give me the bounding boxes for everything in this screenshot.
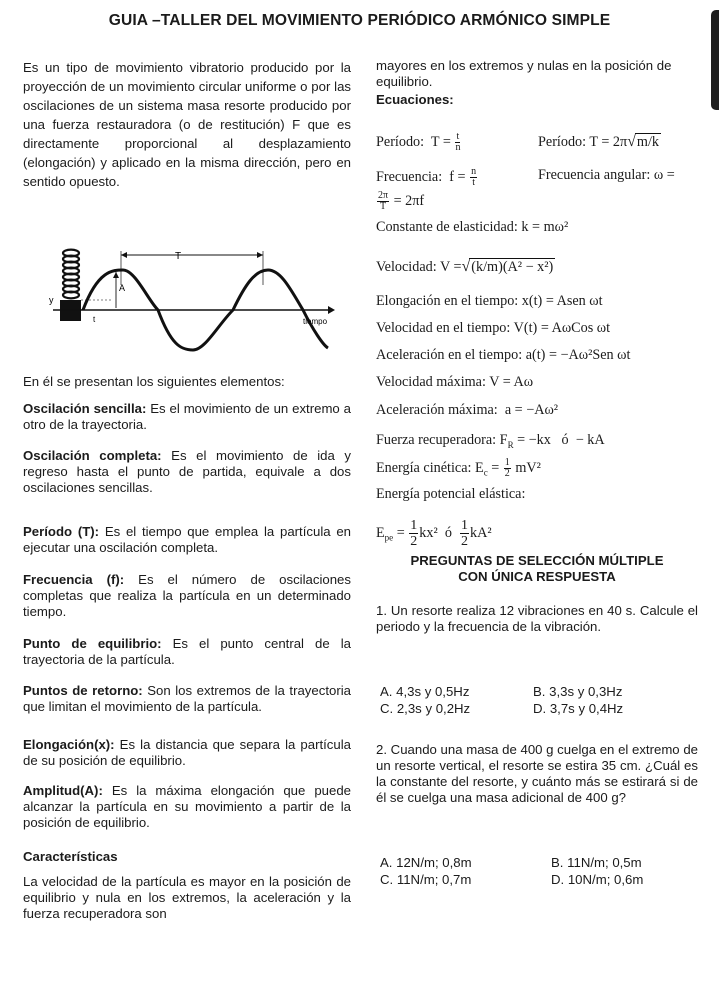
definitions-block — [23, 374, 352, 921]
eq-aceleracion-maxima: Aceleración máxima: a = −Aω² — [376, 402, 559, 418]
equations-heading: Ecuaciones: — [376, 92, 454, 107]
def-puntos-retorno: Puntos de retorno: Son los extremos de la trayectoria que limitan el movimiento de la partícula. — [23, 683, 351, 714]
right-column — [376, 58, 698, 958]
q2-option-c[interactable]: C. 11N/m; 0,7m — [380, 872, 472, 887]
eq-frecuencia-angular: $\frac{2\pi}{T}$ = 2πf — [378, 190, 425, 212]
y-label: y — [49, 295, 54, 305]
amplitude-label: A — [119, 283, 126, 293]
eq-energia-potencial: $E_{pe}$ = $\frac{1}{2}$ kx² ó $\frac{1}{2}$ kA² — [376, 518, 492, 549]
eq-fuerza-recuperadora: Fuerza recuperadora: $F_R = -kx$ ó − kA — [376, 432, 605, 450]
eq-energia-cinetica: Energía cinética: $E_c$ = $\frac{1}{2}$ mV² — [376, 457, 541, 479]
def-periodo: Período (T): Es el tiempo que emplea la partícula en ejecutar una oscilación completa. — [23, 524, 351, 555]
question-1-text: 1. Un resorte realiza 12 vibraciones en 40 s. Calcule el periodo y la frecuencia de la vibración. — [376, 603, 698, 634]
t-label: t — [93, 315, 96, 324]
eq-periodo: Período: T = $\frac{t}{n}$ — [376, 131, 461, 153]
spring-mass-diagram — [23, 245, 353, 360]
q2-option-a[interactable]: A. 12N/m; 0,8m — [380, 855, 472, 870]
time-label: tiempo — [303, 317, 328, 326]
characteristics-continuation: mayores en los extremos y nulas en la posición de equilibrio. — [376, 58, 672, 89]
eq-velocidad-maxima: Velocidad máxima: V = Aω — [376, 374, 534, 390]
def-elongacion: Elongación(x): Es la distancia que separa la partícula de su posición de equilibrio. — [23, 737, 351, 768]
eq-periodo-resorte: Período: T = 2π√m/k — [538, 133, 659, 150]
q1-option-c[interactable]: C. 2,3s y 0,2Hz — [380, 701, 471, 716]
eq-energia-potencial-label: Energía potencial elástica: — [376, 486, 526, 502]
spring-icon — [63, 250, 79, 299]
characteristics-heading: Características — [23, 849, 118, 864]
eq-elongacion-tiempo: Elongación en el tiempo: x(t) = Asen ωt — [376, 293, 603, 309]
q1-option-b[interactable]: B. 3,3s y 0,3Hz — [533, 684, 623, 699]
q2-option-d[interactable]: D. 10N/m; 0,6m — [551, 872, 644, 887]
eq-frecuencia: Frecuencia: f = $\frac{n}{t}$ — [376, 166, 477, 188]
eq-velocidad-tiempo: Velocidad en el tiempo: V(t) = AωCos ωt — [376, 320, 611, 336]
page-title: GUIA –TALLER DEL MOVIMIENTO PERIÓDICO ARMÓNICO SIMPLE — [108, 12, 611, 29]
eq-frecuencia-angular-label: Frecuencia angular: ω = — [538, 167, 675, 183]
eq-velocidad: Velocidad: V =√(k/m)(A² − x²) — [376, 258, 554, 275]
questions-heading: PREGUNTAS DE SELECCIÓN MÚLTIPLE CON ÚNICA RESPUESTA — [410, 553, 664, 584]
def-amplitud: Amplitud(A): Es la máxima elongación que puede alcanzar la partícula en su movimiento a partir de la posición de equilibrio. — [23, 783, 351, 830]
def-frecuencia: Frecuencia (f): Es el número de oscilaciones completas que realiza la partícula en un determinado tiempo. — [23, 572, 351, 619]
def-oscilacion-completa: Oscilación completa: Es el movimiento de ida y regreso hasta el punto de partida, equivale a dos oscilaciones sencillas. — [23, 448, 352, 495]
question-2-text: 2. Cuando una masa de 400 g cuelga en el extremo de un resorte vertical, el resorte se estira 35 cm. ¿Cuál es la constante del resorte, y cuánto más se estirará si de él se cuelga una masa adicional de 400 g? — [376, 742, 698, 805]
q1-option-d[interactable]: D. 3,7s y 0,4Hz — [533, 701, 624, 716]
def-oscilacion-sencilla: Oscilación sencilla: Es el movimiento de un extremo a otro de la trayectoria. — [23, 401, 351, 432]
eq-constante-elasticidad: Constante de elasticidad: k = mω² — [376, 219, 569, 235]
def-punto-equilibrio: Punto de equilibrio: Es el punto central de la trayectoria de la partícula. — [23, 636, 351, 667]
characteristics-text: La velocidad de la partícula es mayor en la posición de equilibrio y nula en los extremos, la aceleración y la fuerza recuperadora son — [23, 874, 351, 921]
elements-intro: En él se presentan los siguientes elementos: — [23, 374, 285, 389]
eq-aceleracion-tiempo: Aceleración en el tiempo: a(t) = −Aω²Sen ωt — [376, 347, 631, 363]
intro-paragraph: Es un tipo de movimiento vibratorio producido por la proyección de un movimiento circular uniforme o por las oscilaciones de un sistema masa resorte producido por una fuerza restauradora (o de restitución) F que es directamente proporcional al desplazamiento (elongación) y aplicado en la misma dirección, pero en sentido opuesto. — [23, 60, 351, 189]
q2-option-b[interactable]: B. 11N/m; 0,5m — [551, 855, 642, 870]
q1-option-a[interactable]: A. 4,3s y 0,5Hz — [380, 684, 470, 699]
period-label: T — [175, 251, 182, 262]
